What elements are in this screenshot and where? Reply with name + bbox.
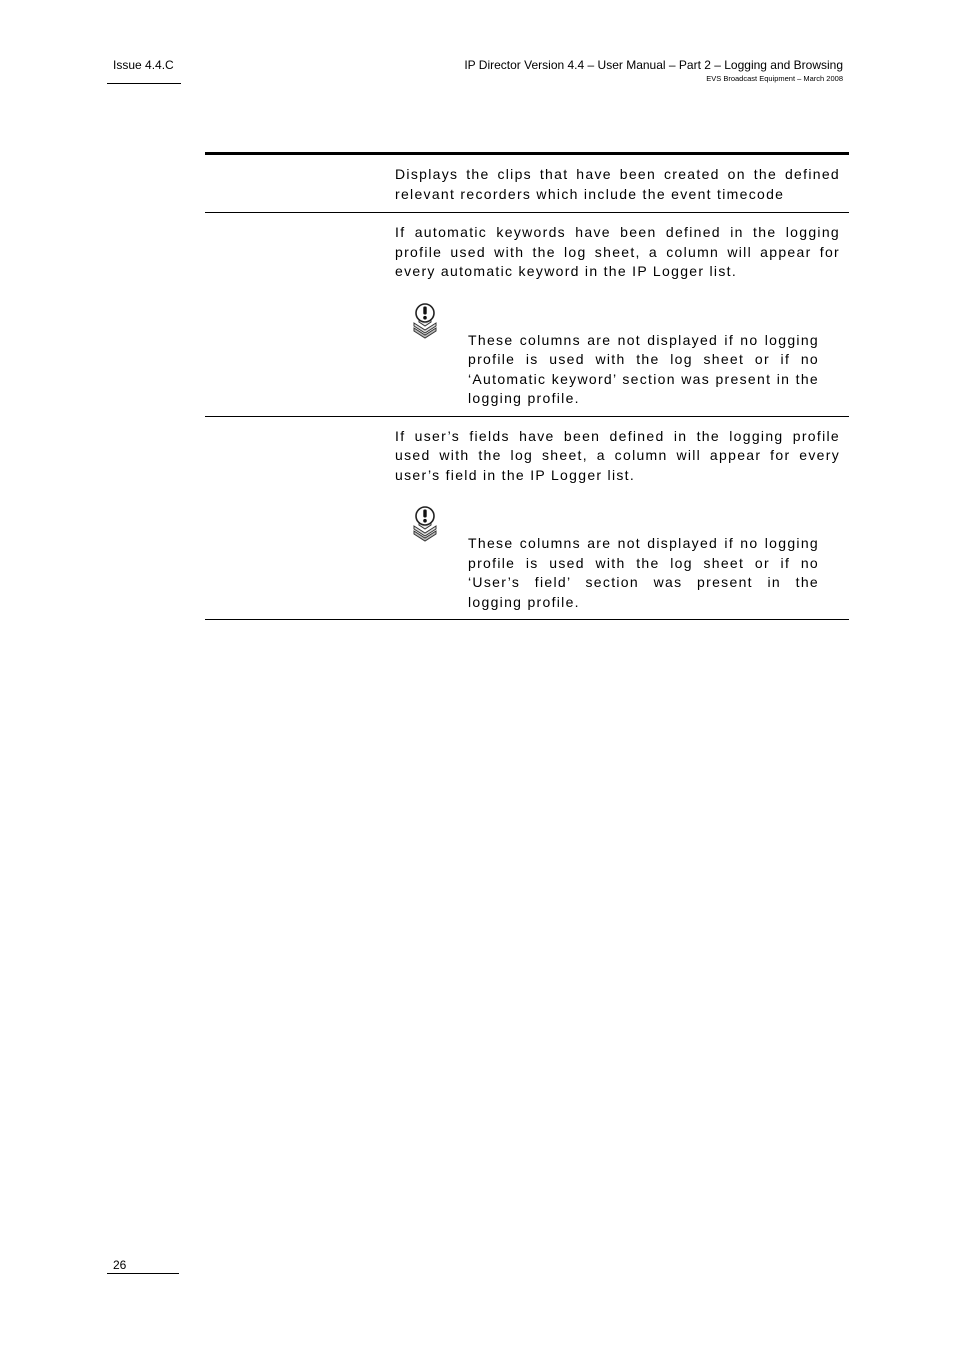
note-box xyxy=(395,505,840,611)
header-rule xyxy=(107,83,181,84)
description-table xyxy=(205,152,849,620)
row-description-cell xyxy=(395,213,840,416)
table-row xyxy=(205,155,849,213)
table-row xyxy=(205,213,849,417)
document-subtitle: EVS Broadcast Equipment – March 2008 xyxy=(706,74,843,83)
row-description: Displays the clips that have been created on the defined relevant recorders which include the event timecode xyxy=(395,166,840,202)
row-description-cell xyxy=(395,155,840,212)
note-text: These columns are not displayed if no logging profile is used with the log sheet or if no ‘User’s field’ section was present in the logging profile. xyxy=(468,535,819,610)
note-warning-icon xyxy=(408,505,442,545)
note-warning-icon xyxy=(408,302,442,342)
row-description-cell xyxy=(395,417,840,620)
note-text: These columns are not displayed if no logging profile is used with the log sheet or if no ‘Automatic keyword’ section was present in the logging profile. xyxy=(468,331,819,406)
table-row xyxy=(205,417,849,621)
document-title: IP Director Version 4.4 – User Manual – Part 2 – Logging and Browsing xyxy=(464,58,843,72)
footer-rule xyxy=(107,1273,179,1274)
issue-label: Issue 4.4.C xyxy=(113,58,174,72)
note-box xyxy=(395,302,840,408)
page-number: 26 xyxy=(113,1258,127,1272)
row-description: If user’s fields have been defined in the logging profile used with the log sheet, a column will appear for every user’s field in the IP Logger list. xyxy=(395,427,840,483)
row-description: If automatic keywords have been defined in the logging profile used with the log sheet, a column will appear for every automatic keyword in the IP Logger list. xyxy=(395,224,840,279)
